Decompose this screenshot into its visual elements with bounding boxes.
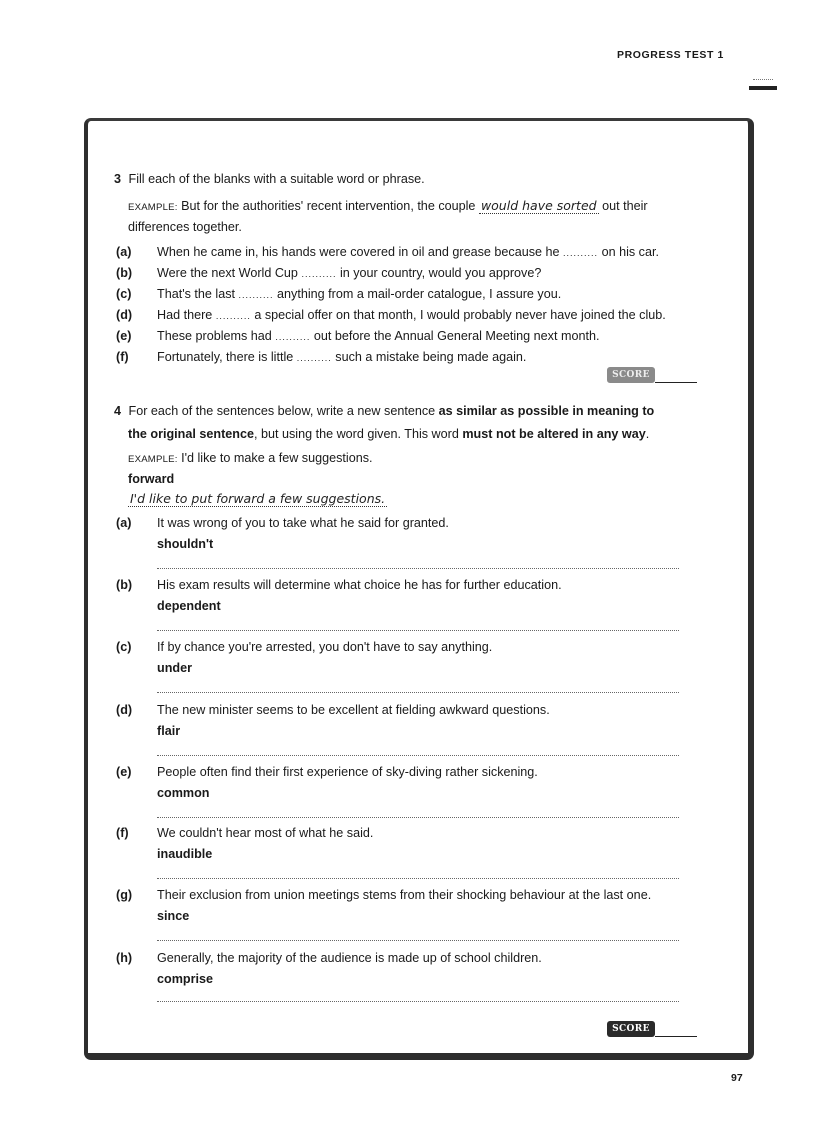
q3-item-f: (f) Fortunately, there is little .......... such a mistake being made again. bbox=[116, 350, 527, 364]
corner-tab bbox=[749, 86, 777, 90]
q3-score-box[interactable] bbox=[607, 367, 697, 385]
corner-tab-mark bbox=[753, 79, 773, 83]
answer-line[interactable] bbox=[157, 630, 679, 631]
answer-line[interactable] bbox=[157, 755, 679, 756]
q3-item-c: (c) That's the last .......... anything from a mail-order catalogue, I assure you. bbox=[116, 287, 562, 301]
q3-item-d: (d) Had there .......... a special offer on that month, I would probably never have joined the club. bbox=[116, 308, 666, 322]
score-rule bbox=[655, 1036, 697, 1037]
q4-example-word: forward bbox=[128, 472, 175, 486]
answer-line[interactable] bbox=[157, 1001, 679, 1002]
answer-line[interactable] bbox=[157, 692, 679, 693]
given-word: dependent bbox=[157, 599, 221, 613]
given-word: under bbox=[157, 661, 192, 675]
q3-item-b: (b) Were the next World Cup .......... in your country, would you approve? bbox=[116, 266, 542, 280]
answer-line[interactable] bbox=[157, 817, 679, 818]
given-word: shouldn't bbox=[157, 537, 214, 551]
given-word: comprise bbox=[157, 972, 213, 986]
q3-example-line2: differences together. bbox=[128, 220, 242, 234]
blank[interactable]: .......... bbox=[296, 353, 332, 363]
running-head: PROGRESS TEST 1 bbox=[616, 49, 724, 61]
q3-example: EXAMPLE: But for the authorities' recent intervention, the couple would have sorted out their bbox=[128, 198, 648, 213]
given-word: common bbox=[157, 786, 210, 800]
q4-instruction-line2: the original sentence, but using the word given. This word must not be altered in any way. bbox=[128, 427, 650, 441]
q3-item-e: (e) These problems had .......... out before the Annual General Meeting next month. bbox=[116, 329, 600, 343]
page-number: 97 bbox=[731, 1072, 743, 1084]
blank[interactable]: .......... bbox=[563, 248, 599, 258]
blank[interactable]: .......... bbox=[275, 332, 311, 342]
score-rule bbox=[655, 382, 697, 383]
blank[interactable]: .......... bbox=[238, 290, 274, 300]
score-badge: SCORE bbox=[607, 367, 655, 383]
given-word: inaudible bbox=[157, 847, 213, 861]
q4-instruction-line1: 4 For each of the sentences below, write a new sentence as similar as possible in meaning to bbox=[114, 404, 655, 418]
given-word: since bbox=[157, 909, 190, 923]
blank[interactable]: .......... bbox=[301, 269, 337, 279]
answer-line[interactable] bbox=[157, 568, 679, 569]
q3-instruction: 3 Fill each of the blanks with a suitable word or phrase. bbox=[114, 172, 425, 186]
q3-item-a: (a) When he came in, his hands were covered in oil and grease because he .......... on his car. bbox=[116, 245, 659, 259]
q4-example: EXAMPLE: I'd like to make a few suggestions. bbox=[128, 451, 373, 465]
q4-example-answer: I'd like to put forward a few suggestions. bbox=[130, 491, 386, 506]
answer-line[interactable] bbox=[157, 940, 679, 941]
q4-score-box[interactable] bbox=[607, 1021, 697, 1039]
q3-example-answer: would have sorted bbox=[480, 198, 597, 213]
blank[interactable]: .......... bbox=[215, 311, 251, 321]
answer-line[interactable] bbox=[157, 878, 679, 879]
score-badge: SCORE bbox=[607, 1021, 655, 1037]
given-word: flair bbox=[157, 724, 181, 738]
